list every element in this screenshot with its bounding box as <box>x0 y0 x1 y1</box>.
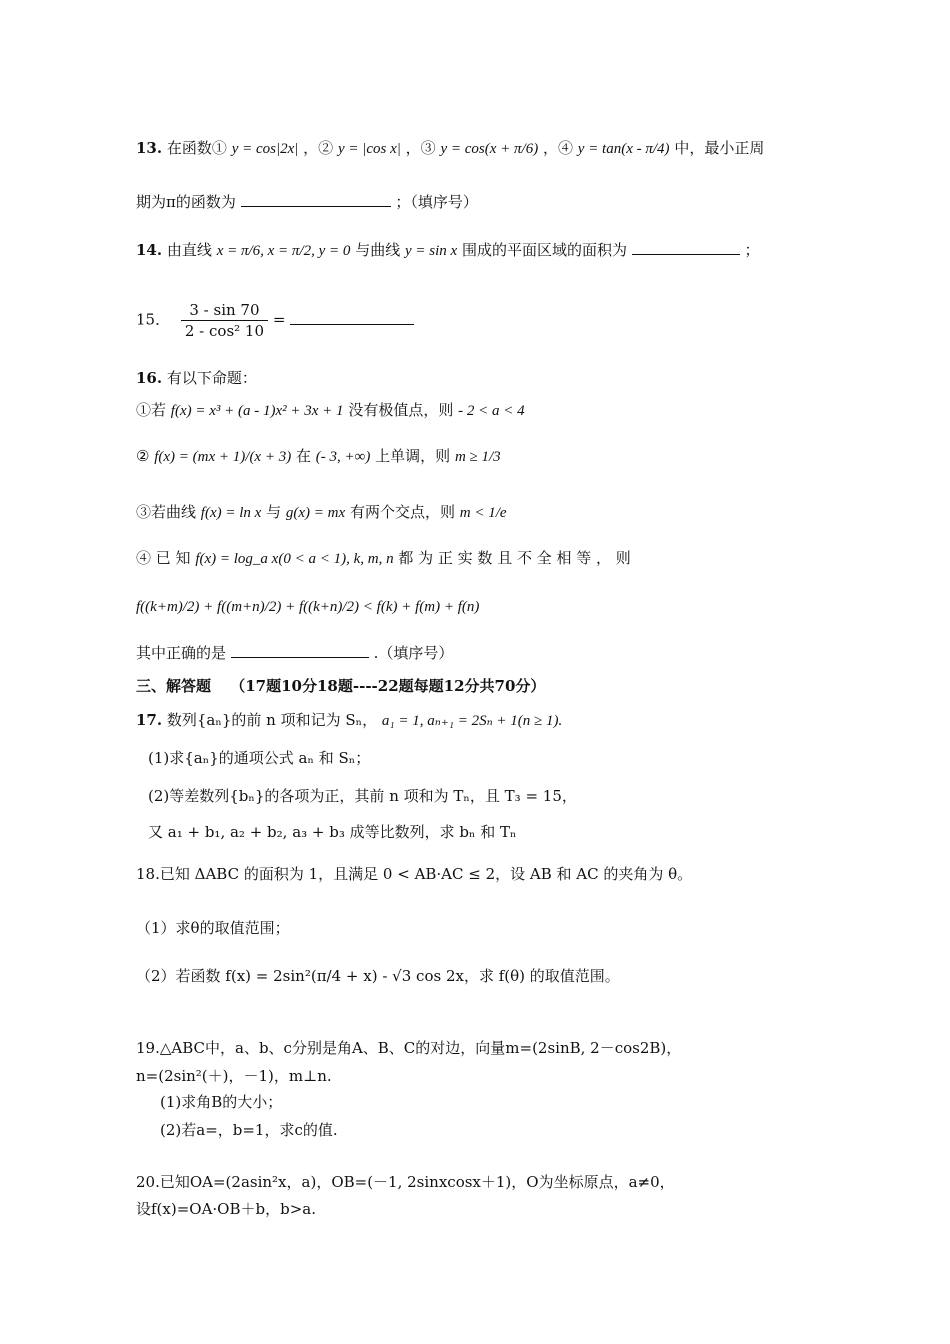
q16-title-line <box>136 368 257 388</box>
q17-line1 <box>136 710 562 731</box>
q14-text2: 与曲线 <box>355 241 401 259</box>
q13-text2: 中，最小正周 <box>674 139 765 157</box>
q16-p4-label: ④ 已 知 <box>136 549 191 567</box>
section-3-title: 三、解答题 <box>136 677 212 695</box>
q14-text3: 围成的平面区域的面积为 <box>461 241 627 259</box>
q13-func2: y = |cos x| <box>337 141 401 157</box>
q13-line2-end: ；（填序号） <box>395 193 478 211</box>
q16-title: 有以下命题： <box>166 369 257 387</box>
q15-denominator: 2 - cos² 10 <box>184 322 265 340</box>
q13-answer-blank[interactable] <box>241 192 391 207</box>
q17-part2-cont: 又 a₁ + b₁, a₂ + b₂, a₃ + b₃ 成等比数列，求 bₙ 和 Tₙ <box>148 823 517 841</box>
q16-answer-end: .（填序号） <box>373 644 454 662</box>
q17-part1: (1)求{aₙ}的通项公式 aₙ 和 Sₙ； <box>148 749 371 767</box>
q16-p3-func-g: g(x) = mx <box>285 505 346 521</box>
q13-line2-text: 期为π的函数为 <box>136 193 236 211</box>
q19-line1: 19.△ABC中，a、b、c分别是角A、B、C的对边，向量m=(2sinB, 2－cos2B)， <box>136 1039 682 1057</box>
q14-number: 14. <box>136 241 163 259</box>
q17-text: 数列{aₙ}的前 n 项和记为 Sₙ， <box>166 711 378 729</box>
q20-line1: 20.已知OA=(2asin²x，a)，OB=(－1, 2sinxcosx＋1)，O为坐标原点，a≠0， <box>136 1173 675 1191</box>
q17-number: 17. <box>136 711 163 729</box>
q16-p3-label: ③若曲线 <box>136 503 197 521</box>
q16-answer-label: 其中正确的是 <box>136 644 227 662</box>
q15-fraction <box>181 300 268 341</box>
q16-proposition-4 <box>136 548 631 569</box>
q13-sep3: ，④ <box>542 139 573 157</box>
q13-func1: y = cos|2x| <box>231 141 299 157</box>
q14-lines: x = π/6, x = π/2, y = 0 <box>216 243 351 259</box>
q13-func3: y = cos(x + π/6) <box>440 141 539 157</box>
q16-proposition-3 <box>136 502 507 523</box>
q16-answer-blank[interactable] <box>231 643 369 658</box>
q16-p2-func: f(x) = (mx + 1)/(x + 3) <box>154 449 292 465</box>
section-3-header <box>136 676 545 696</box>
q13-sep2: ，③ <box>405 139 436 157</box>
q14-answer-blank[interactable] <box>632 240 740 255</box>
q14-line <box>136 240 760 261</box>
q13-sep1: ，② <box>303 139 334 157</box>
q13-number: 13. <box>136 139 163 157</box>
q19-part2: (2)若a=，b=1，求c的值. <box>160 1121 338 1139</box>
q18-stem: 18.已知 ΔABC 的面积为 1，且满足 0 < AB·AC ≤ 2，设 AB 和 AC 的夹角为 θ。 <box>136 865 693 883</box>
q17-part2: (2)等差数列{bₙ}的各项为正，其前 n 项和为 Tₙ，且 T₃ = 15， <box>148 787 577 805</box>
q14-text1: 由直线 <box>166 241 212 259</box>
q15-line <box>136 300 414 346</box>
q16-number: 16. <box>136 369 163 387</box>
q13-line2 <box>136 192 478 212</box>
q16-p1-text: 没有极值点，则 <box>348 401 454 419</box>
q16-p2-condition: m ≥ 1/3 <box>454 449 501 465</box>
q16-p4-inequality-line <box>136 596 479 617</box>
q13-text1: 在函数① <box>166 139 227 157</box>
q16-proposition-2 <box>136 446 501 467</box>
q16-p2-label: ② <box>136 447 150 465</box>
q16-p3-func-f: f(x) = ln x <box>200 505 262 521</box>
q13-func4: y = tan(x - π/4) <box>577 141 670 157</box>
q20-line2: 设f(x)=OA·OB＋b，b>a. <box>136 1200 316 1218</box>
q16-p2-interval: (- 3, +∞) <box>315 449 371 465</box>
q15-number: 15． <box>136 310 171 329</box>
q16-proposition-1 <box>136 400 525 421</box>
q14-end: ； <box>744 241 760 259</box>
q16-p2-text1: 在 <box>296 447 312 465</box>
q16-p1-label: ①若 <box>136 401 167 419</box>
q16-p3-text2: 有两个交点，则 <box>349 503 455 521</box>
section-3-note: （17题10分18题----22题每题12分共70分） <box>230 677 546 695</box>
q16-p3-condition: m < 1/e <box>459 505 507 521</box>
q18-part2: （2）若函数 f(x) = 2sin²(π/4 + x) - √3 cos 2x，求 f(θ) 的取值范围。 <box>136 967 620 985</box>
q16-p4-text: 都 为 正 实 数 且 不 全 相 等 ， 则 <box>398 549 631 567</box>
q15-answer-blank[interactable] <box>290 310 414 325</box>
q16-p4-func: f(x) = log_a x(0 < a < 1), k, m, n <box>195 551 394 567</box>
q19-part1: (1)求角B的大小； <box>160 1093 283 1111</box>
q16-p1-range: - 2 < a < 4 <box>458 403 525 419</box>
q16-p4-inequality: f((k+m)/2) + f((m+n)/2) + f((k+n)/2) < f(k) + f(m) + f(n) <box>136 599 480 615</box>
q16-answer-line <box>136 643 453 663</box>
q16-p1-func: f(x) = x³ + (a - 1)x² + 3x + 1 <box>170 403 344 419</box>
q15-numerator: 3 - sin 70 <box>181 300 268 321</box>
q15-equals: = <box>272 310 286 329</box>
q19-line2: n=(2sin²(＋)，－1)，m⊥n. <box>136 1067 332 1085</box>
q14-curve: y = sin x <box>404 243 458 259</box>
q13-line1 <box>136 138 764 159</box>
q16-p3-text1: 与 <box>266 503 282 521</box>
q17-condition: a₁ = 1, aₙ₊₁ = 2Sₙ + 1(n ≥ 1). <box>381 713 563 729</box>
q16-p2-text2: 上单调，则 <box>375 447 451 465</box>
q18-part1: （1）求θ的取值范围； <box>136 919 290 937</box>
